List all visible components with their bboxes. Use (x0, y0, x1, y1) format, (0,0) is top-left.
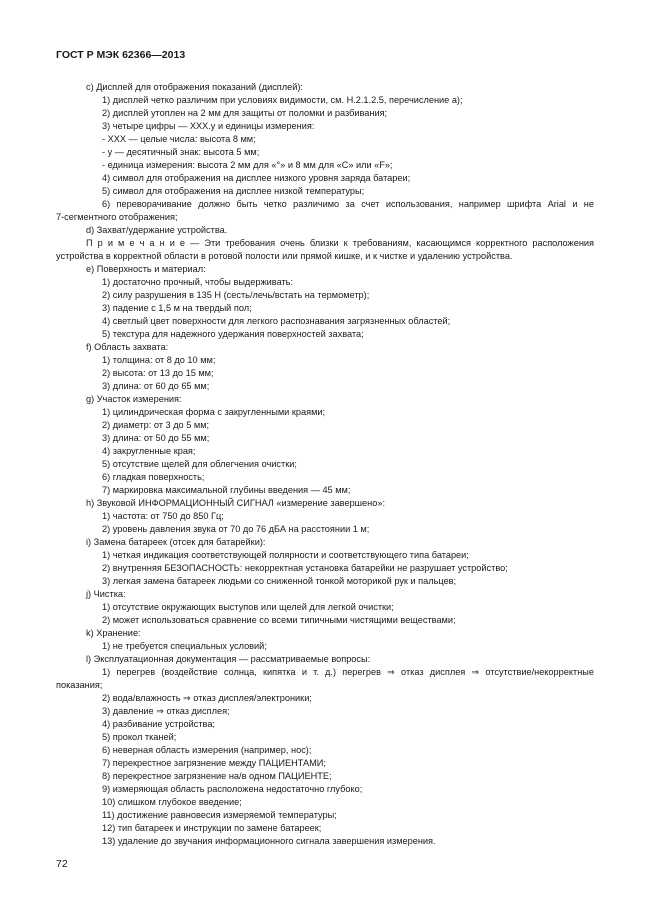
list-item: 4) разбивание устройства; (102, 719, 215, 729)
list-item: 1) толщина: от 8 до 10 мм; (102, 355, 216, 365)
list-item: 1) дисплей четко различим при условиях видимости, см. H.2.1.2.5, перечисление a); (102, 95, 463, 105)
list-item: 1) четкая индикация соответствующей полярности и соответствующего типа батареи; (102, 550, 469, 560)
list-item: 5) прокол тканей; (102, 732, 177, 742)
list-item: l) Эксплуатационная документация — рассматриваемые вопросы: (86, 654, 371, 664)
list-item: 1) частота: от 750 до 850 Гц; (102, 511, 224, 521)
list-item: k) Хранение: (86, 628, 141, 638)
list-item: d) Захват/удержание устройства. (86, 225, 228, 235)
note-text: устройства в корректной области в ротовой полости или прямой кишке, и к чистке и удалению устройства. (56, 251, 513, 261)
list-item: 12) тип батареек и инструкции по замене батареек; (102, 823, 322, 833)
list-item: 7-сегментного отображения; (56, 212, 178, 222)
list-item: 1) не требуется специальных условий; (102, 641, 267, 651)
list-item: 8) перекрестное загрязнение на/в одном ПАЦИЕНТЕ; (102, 771, 332, 781)
list-item: 3) длина: от 50 до 55 мм; (102, 433, 210, 443)
list-item: 6) переворачивание должно быть четко различимо за счет использования, например шрифта Arial и не (102, 199, 594, 209)
list-item: 2) уровень давления звука от 70 до 76 дБА на расстоянии 1 м; (102, 524, 370, 534)
list-item: 6) гладкая поверхность; (102, 472, 205, 482)
list-item: 2) вода/влажность ⇒ отказ дисплея/электроники; (102, 693, 312, 703)
list-item: 3) давление ⇒ отказ дисплея; (102, 706, 230, 716)
list-item: j) Чистка: (86, 589, 126, 599)
list-item: 4) закругленные края; (102, 446, 196, 456)
list-item: 1) отсутствие окружающих выступов или щелей для легкой очистки; (102, 602, 394, 612)
list-item: 2) диаметр: от 3 до 5 мм; (102, 420, 210, 430)
list-item: 5) отсутствие щелей для облегчения очистки; (102, 459, 297, 469)
list-item: 6) неверная область измерения (например, нос); (102, 745, 312, 755)
list-item: - XXX — целые числа: высота 8 мм; (102, 134, 256, 144)
list-item: f) Область захвата: (86, 342, 169, 352)
list-item: - у — десятичный знак: высота 5 мм; (102, 147, 260, 157)
list-item: 3) падение с 1,5 м на твердый пол; (102, 303, 252, 313)
list-item: 4) символ для отображения на дисплее низкого уровня заряда батареи; (102, 173, 411, 183)
list-item: 2) высота: от 13 до 15 мм; (102, 368, 214, 378)
list-item: 7) маркировка максимальной глубины введения — 45 мм; (102, 485, 351, 495)
list-item: 10) слишком глубокое введение; (102, 797, 242, 807)
list-item: 7) перекрестное загрязнение между ПАЦИЕНТАМИ; (102, 758, 326, 768)
list-item: 1) перегрев (воздействие солнца, кипятка и т. д.) перегрев ⇒ отказ дисплея ⇒ отсутствие/некорректные (102, 667, 594, 677)
list-item: 13) удаление до звучания информационного сигнала завершения измерения. (102, 836, 436, 846)
list-item: 5) символ для отображения на дисплее низкой температуры; (102, 186, 365, 196)
list-item: 4) светлый цвет поверхности для легкого распознавания загрязненных областей; (102, 316, 451, 326)
list-item: 11) достижение равновесия измеряемой температуры; (102, 810, 337, 820)
list-item: 2) дисплей утоплен на 2 мм для защиты от поломки и разбивания; (102, 108, 388, 118)
document-header: ГОСТ Р МЭК 62366—2013 (56, 49, 186, 61)
list-item: 3) длина: от 60 до 65 мм; (102, 381, 210, 391)
list-item: h) Звуковой ИНФОРМАЦИОННЫЙ СИГНАЛ «измерение завершено»: (86, 498, 386, 508)
list-item: 9) измеряющая область расположена недостаточно глубоко; (102, 784, 363, 794)
page-number: 72 (56, 858, 68, 870)
list-item: показания; (56, 680, 103, 690)
list-item: g) Участок измерения: (86, 394, 182, 404)
list-item: 2) может использоваться сравнение со всеми типичными чистящими веществами; (102, 615, 456, 625)
list-item: e) Поверхность и материал: (86, 264, 206, 274)
list-item: 2) силу разрушения в 135 Н (сесть/лечь/встать на термометр); (102, 290, 370, 300)
list-item: 3) четыре цифры — XXX.y и единицы измерения: (102, 121, 315, 131)
note-text: П р и м е ч а н и е — Эти требования очень близки к требованиям, касающимся корректного расположения (86, 238, 594, 248)
list-item: 3) легкая замена батареек людьми со сниженной тонкой моторикой рук и пальцев; (102, 576, 457, 586)
list-item: 1) цилиндрическая форма с закругленными краями; (102, 407, 326, 417)
list-item: c) Дисплей для отображения показаний (дисплей): (86, 82, 303, 92)
list-item: 1) достаточно прочный, чтобы выдерживать: (102, 277, 294, 287)
list-item: 2) внутренняя БЕЗОПАСНОСТЬ: некорректная установка батарейки не разрушает устройство; (102, 563, 508, 573)
list-item: - единица измерения: высота 2 мм для «°» и 8 мм для «С» или «F»; (102, 160, 393, 170)
list-item: 5) текстура для надежного удержания поверхностей захвата; (102, 329, 364, 339)
list-item: i) Замена батареек (отсек для батарейки): (86, 537, 266, 547)
